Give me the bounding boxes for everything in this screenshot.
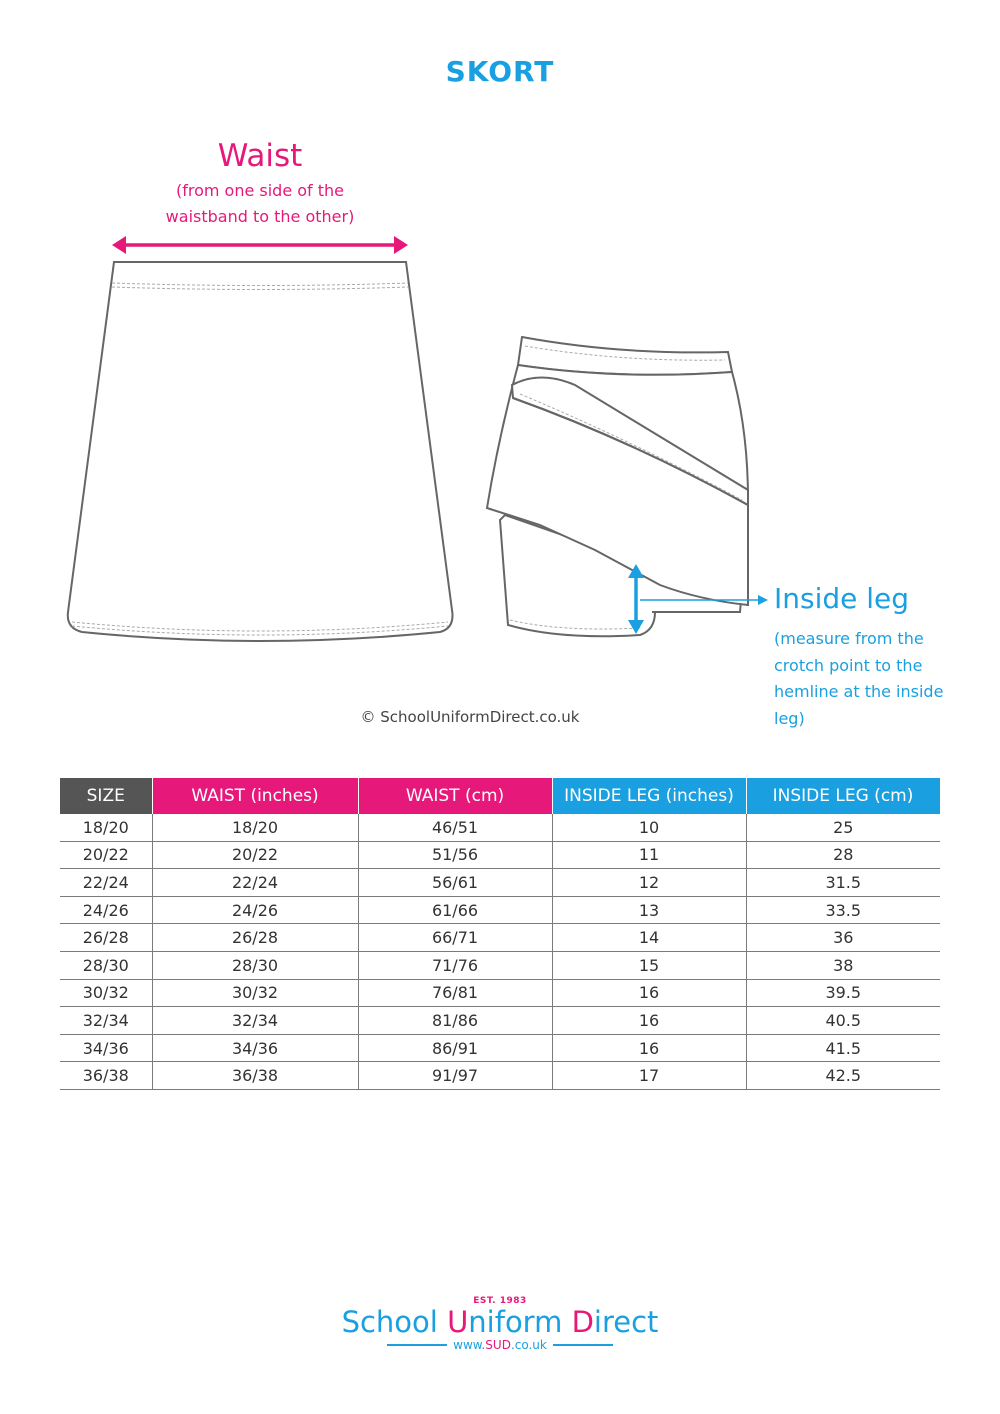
table-cell: 24/26 [152,896,358,924]
table-row [60,951,940,979]
table-cell: 16 [552,1007,746,1035]
table-cell: 11 [552,841,746,869]
table-cell: 42.5 [746,1062,940,1090]
table-cell: 91/97 [358,1062,552,1090]
skort-side-drawing [487,337,748,636]
logo-name-part: niform [468,1305,572,1339]
table-row [60,1062,940,1090]
logo-url-highlight: SUD [485,1338,511,1352]
table-cell: 22/24 [60,869,152,897]
table-cell: 28 [746,841,940,869]
table-cell: 34/36 [152,1034,358,1062]
table-cell: 30/32 [60,979,152,1007]
table-cell: 18/20 [152,814,358,841]
size-table [60,778,941,1090]
table-cell: 81/86 [358,1007,552,1035]
table-cell: 12 [552,869,746,897]
logo-name-highlight: U [447,1305,469,1339]
table-row [60,979,940,1007]
divider [387,1344,447,1346]
table-cell: 76/81 [358,979,552,1007]
table-cell: 15 [552,951,746,979]
table-cell: 39.5 [746,979,940,1007]
column-header-waist-inches: WAIST (inches) [152,778,358,814]
logo-name [290,1305,710,1339]
table-cell: 10 [552,814,746,841]
table-cell: 18/20 [60,814,152,841]
inside-leg-description: (measure from the crotch point to the hemline at the inside leg) [774,629,944,728]
table-cell: 36/38 [152,1062,358,1090]
skort-front-drawing [68,262,453,641]
page-title: SKORT [445,55,555,88]
table-cell: 38 [746,951,940,979]
logo-url-row [290,1338,710,1352]
table-cell: 22/24 [152,869,358,897]
table-row [60,869,940,897]
logo-url [453,1338,547,1352]
table-header-row [60,778,940,814]
table-cell: 31.5 [746,869,940,897]
inside-leg-label: Inside leg [774,582,910,615]
table-row [60,896,940,924]
table-row [60,1034,940,1062]
table-cell: 40.5 [746,1007,940,1035]
table-cell: 17 [552,1062,746,1090]
column-header-waist-cm: WAIST (cm) [358,778,552,814]
table-cell: 26/28 [60,924,152,952]
column-header-inside-leg-inches: INSIDE LEG (inches) [552,778,746,814]
table-cell: 24/26 [60,896,152,924]
table-cell: 86/91 [358,1034,552,1062]
table-cell: 51/56 [358,841,552,869]
brand-logo [290,1296,710,1352]
column-header-size: SIZE [60,778,152,814]
divider [553,1344,613,1346]
logo-url-part: www. [453,1338,486,1352]
copyright-text: © SchoolUniformDirect.co.uk [360,708,580,726]
logo-name-part: School [341,1305,448,1339]
table-cell: 56/61 [358,869,552,897]
table-cell: 30/32 [152,979,358,1007]
table-row [60,814,940,841]
logo-est: EST. 1983 [473,1296,527,1306]
table-cell: 16 [552,1034,746,1062]
table-cell: 28/30 [152,951,358,979]
table-row [60,1007,940,1035]
table-cell: 41.5 [746,1034,940,1062]
logo-url-part: .co.uk [510,1338,547,1352]
table-row [60,841,940,869]
table-cell: 13 [552,896,746,924]
table-cell: 16 [552,979,746,1007]
table-cell: 20/22 [60,841,152,869]
table-row [60,924,940,952]
table-cell: 66/71 [358,924,552,952]
table-cell: 61/66 [358,896,552,924]
logo-name-highlight: D [571,1305,594,1339]
table-cell: 26/28 [152,924,358,952]
table-cell: 36/38 [60,1062,152,1090]
table-cell: 32/34 [60,1007,152,1035]
waist-label: Waist [217,138,303,174]
table-cell: 33.5 [746,896,940,924]
table-cell: 28/30 [60,951,152,979]
table-cell: 36 [746,924,940,952]
waist-description: (from one side of the waistband to the other) [165,181,355,226]
table-cell: 25 [746,814,940,841]
table-cell: 46/51 [358,814,552,841]
table-cell: 20/22 [152,841,358,869]
column-header-inside-leg-cm: INSIDE LEG (cm) [746,778,940,814]
table-cell: 71/76 [358,951,552,979]
waist-arrow-icon [112,236,408,254]
table-cell: 32/34 [152,1007,358,1035]
logo-name-part: irect [593,1305,659,1339]
table-cell: 34/36 [60,1034,152,1062]
table-cell: 14 [552,924,746,952]
